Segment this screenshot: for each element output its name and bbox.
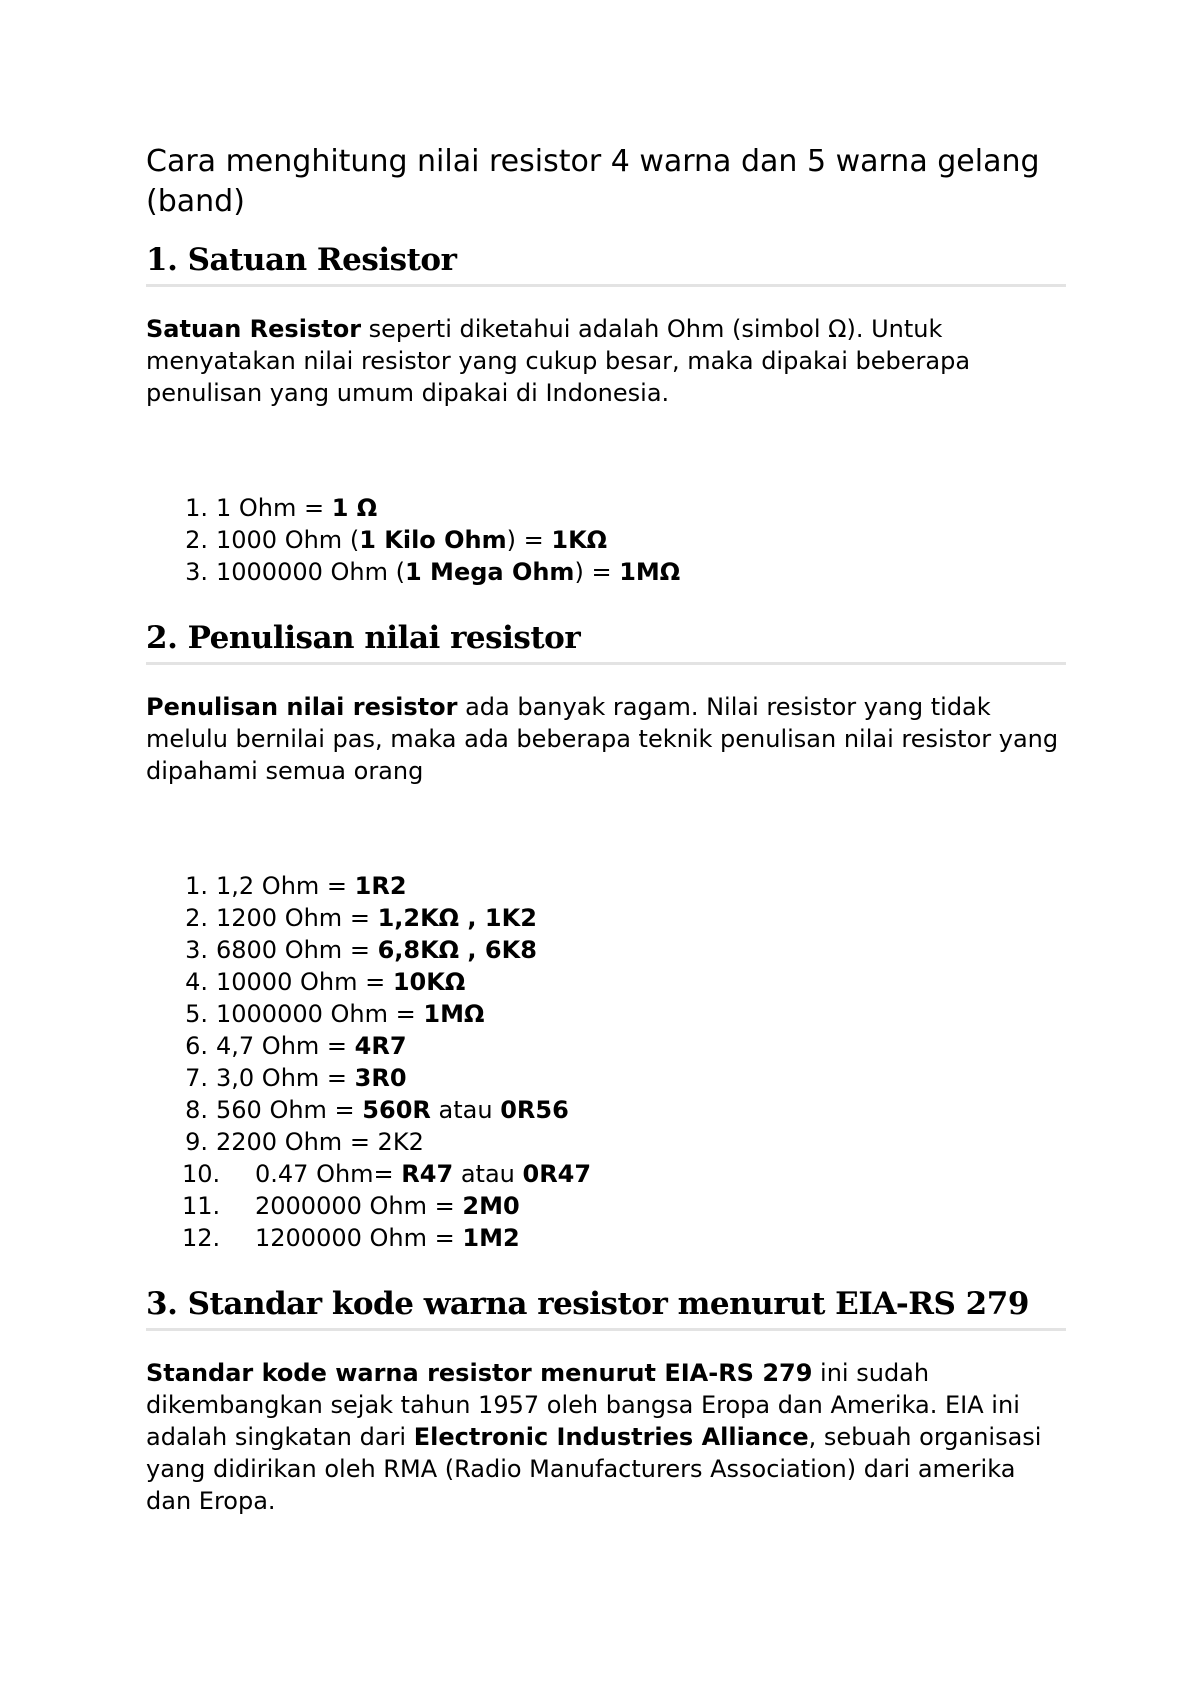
bold-lead: Penulisan nilai resistor [146,693,458,721]
list-text: ) = [506,526,552,554]
section-heading-standar-kode-warna: 3. Standar kode warna resistor menurut EIA-RS 279 [146,1284,1066,1331]
list-text: 1000 Ohm ( [216,526,360,554]
list-text: 6800 Ohm = [216,936,378,964]
list-text: 10000 Ohm = [216,968,393,996]
list-text: 2200 Ohm = 2K2 [216,1128,424,1156]
list-text: 0.47 Ohm= [255,1160,402,1188]
list-item [146,492,1066,524]
list-bold: 1MΩ [423,1000,485,1028]
list-number: 4. [185,968,208,996]
list-text: 2000000 Ohm = [255,1192,463,1220]
list-number: 5. [185,1000,208,1028]
paragraph-text: , sebuah organisasi yang didirikan oleh RMA (Radio Manufacturers Association) dari amerika dan Eropa. [146,1423,1050,1515]
list-number: 2. [185,526,208,554]
list-text: atau [453,1160,523,1188]
paragraph-standar-kode-warna [146,1357,1066,1517]
list-item [146,870,1066,902]
list-bold: 4R7 [354,1032,407,1060]
document-page [146,142,1066,1517]
list-number: 7. [185,1064,208,1092]
list-text: 1200 Ohm = [216,904,378,932]
list-bold: 560R [362,1096,431,1124]
list-bold: 0R56 [500,1096,569,1124]
paragraph-text: ini sudah dikembangkan sejak tahun 1957 oleh bangsa Eropa dan Amerika. EIA ini adalah singkatan dari [146,1359,1028,1451]
list-item [146,556,1066,588]
list-text: 1,2 Ohm = [216,872,355,900]
list-bold: 1KΩ [551,526,608,554]
list-number: 12. [182,1224,221,1252]
list-text: 560 Ohm = [216,1096,363,1124]
list-bold: 0R47 [522,1160,592,1188]
list-text: 3,0 Ohm = [216,1064,355,1092]
list-bold: 3R0 [354,1064,407,1092]
list-bold: 1,2KΩ , 1K2 [377,904,537,932]
list-item [146,524,1066,556]
list-item [146,1062,1066,1094]
list-item [146,1094,1066,1126]
list-text: atau [430,1096,501,1124]
bold-lead: Standar kode warna resistor menurut EIA-RS 279 [146,1359,813,1387]
list-bold: 10KΩ [392,968,466,996]
list-item [146,998,1066,1030]
list-bold: 2M0 [462,1192,520,1220]
list-text: 1200000 Ohm = [255,1224,463,1252]
list-number: 2. [185,904,208,932]
paragraph-satuan-resistor [146,313,1066,409]
list-number: 6. [185,1032,208,1060]
paragraph-text: ada banyak ragam. Nilai resistor yang tidak melulu bernilai pas, maka ada beberapa teknik penulisan nilai resistor yang dipahami semua orang [146,693,1066,785]
list-item [146,934,1066,966]
list-text: 1 Ohm = [216,494,332,522]
list-item [146,1030,1066,1062]
section-heading-penulisan-nilai: 2. Penulisan nilai resistor [146,618,1066,665]
list-number: 3. [185,558,208,586]
list-bold: R47 [401,1160,454,1188]
list-text: 4,7 Ohm = [216,1032,355,1060]
list-bold: 1MΩ [619,558,681,586]
list-number: 10. [182,1160,221,1188]
list-number: 3. [185,936,208,964]
list-number: 11. [182,1192,221,1220]
list-text: ) = [574,558,620,586]
list-item [146,1190,1066,1222]
list-bold: 6,8KΩ , 6K8 [377,936,537,964]
list-bold: 1 Mega Ohm [405,558,575,586]
paragraph-penulisan-nilai [146,691,1066,787]
list-number: 1. [185,494,208,522]
list-item [146,1222,1066,1254]
document-title: Cara menghitung nilai resistor 4 warna dan 5 warna gelang (band) [146,144,1040,219]
paragraph-text: seperti diketahui adalah Ohm (simbol Ω). Untuk menyatakan nilai resistor yang cukup besar, maka dipakai beberapa penulisan yang umum dipakai di Indonesia. [146,315,978,407]
bold-lead: Satuan Resistor [146,315,362,343]
list-item [146,1126,1066,1158]
list-item [146,902,1066,934]
list-number: 9. [185,1128,208,1156]
bold-mid: Electronic Industries Alliance [413,1423,809,1451]
list-number: 1. [185,872,208,900]
list-bold: 1R2 [354,872,407,900]
list-item [146,1158,1066,1190]
list-text: 1000000 Ohm = [216,1000,424,1028]
list-penulisan [146,870,1066,1254]
list-number: 8. [185,1096,208,1124]
list-text: 1000000 Ohm ( [216,558,405,586]
list-bold: 1 Kilo Ohm [359,526,507,554]
list-bold: 1M2 [462,1224,520,1252]
list-bold: 1 Ω [331,494,378,522]
list-item [146,966,1066,998]
list-satuan [146,492,1066,588]
section-heading-satuan-resistor: 1. Satuan Resistor [146,240,1066,287]
